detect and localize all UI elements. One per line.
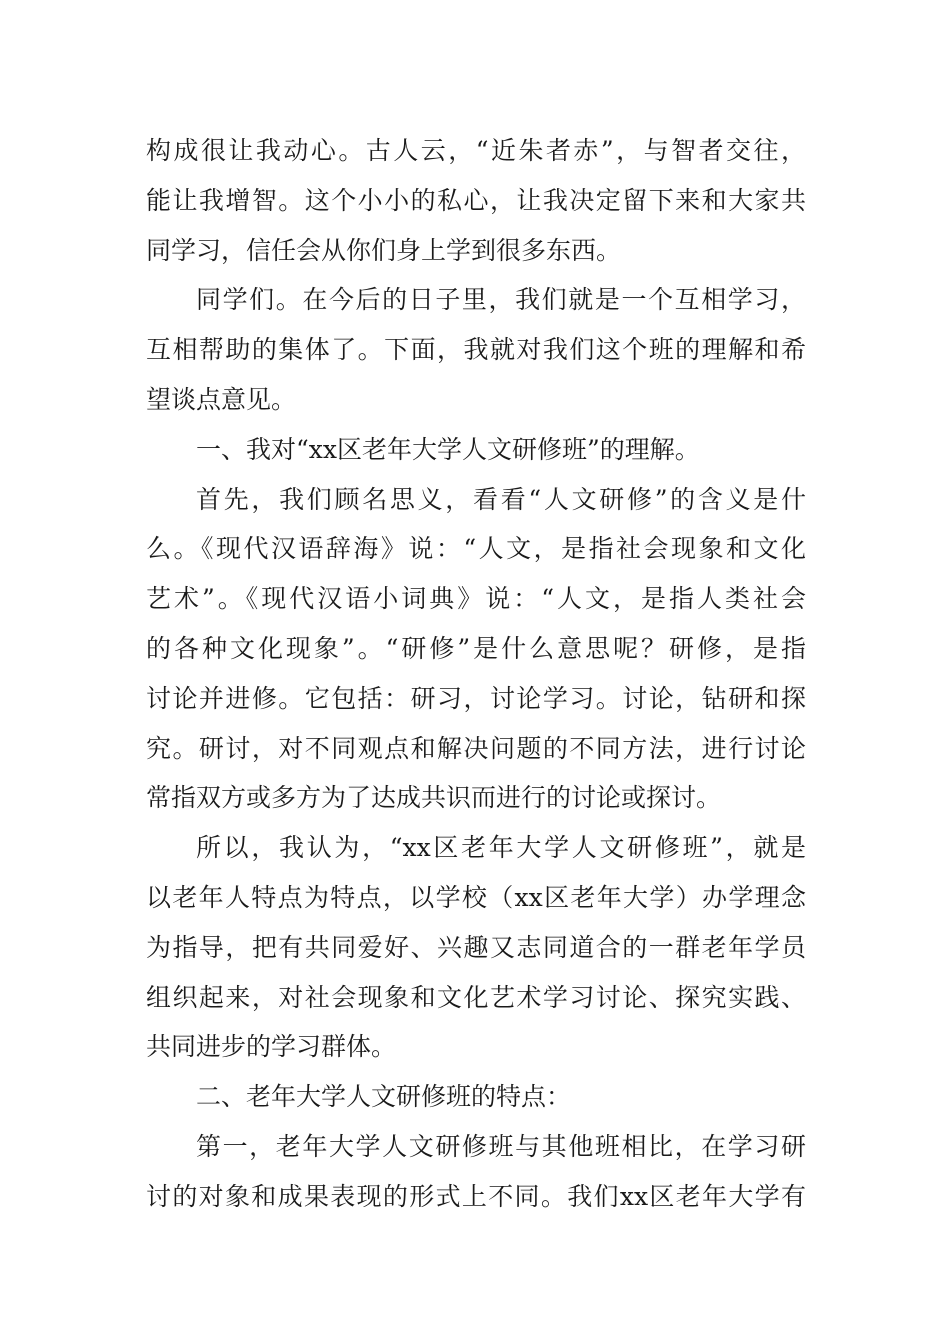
text-line: 构成很让我动心。古人云，“近朱者赤”，与智者交往， bbox=[146, 136, 806, 165]
section-heading: 一、我对“xx区老年大学人文研修班”的理解。 bbox=[196, 434, 700, 464]
text-line: 么。《现代汉语辞海》说：“人文，是指社会现象和文化 bbox=[146, 534, 806, 564]
body-text bbox=[146, 126, 806, 1222]
text-line: 同学们。在今后的日子里，我们就是一个互相学习， bbox=[196, 285, 806, 315]
text-line: 以老年人特点为特点，以学校（xx区老年大学）办学理念 bbox=[146, 882, 806, 912]
text-line: 望谈点意见。 bbox=[146, 384, 297, 414]
text-line: 互相帮助的集体了。下面，我就对我们这个班的理解和希 bbox=[146, 335, 806, 365]
text-line: 能让我增智。这个小小的私心，让我决定留下来和大家共 bbox=[146, 185, 806, 215]
text-line: 共同进步的学习群体。 bbox=[146, 1032, 397, 1062]
text-line: 常指双方或多方为了达成共识而进行的讨论或探讨。 bbox=[146, 783, 722, 813]
text-line: 第一，老年大学人文研修班与其他班相比，在学习研 bbox=[196, 1131, 806, 1161]
text-line: 同学习，信任会从你们身上学到很多东西。 bbox=[146, 235, 622, 265]
text-line: 讨的对象和成果表现的形式上不同。我们xx区老年大学有 bbox=[146, 1181, 806, 1211]
text-line: 所以，我认为，“xx区老年大学人文研修班”，就是 bbox=[196, 833, 806, 863]
section-heading: 二、老年大学人文研修班的特点： bbox=[196, 1082, 572, 1112]
text-line: 讨论并进修。它包括：研习，讨论学习。讨论，钻研和探 bbox=[146, 683, 806, 713]
text-line: 的各种文化现象”。“研修”是什么意思呢？研修，是指 bbox=[146, 633, 806, 663]
text-line: 组织起来，对社会现象和文化艺术学习讨论、探究实践、 bbox=[146, 982, 806, 1012]
text-line: 首先，我们顾名思义，看看“人文研修”的含义是什 bbox=[196, 484, 806, 514]
text-line: 艺术”。《现代汉语小词典》说：“人文，是指人类社会 bbox=[146, 584, 806, 614]
text-line: 为指导，把有共同爱好、兴趣又志同道合的一群老年学员 bbox=[146, 932, 806, 962]
text-line: 究。研讨，对不同观点和解决问题的不同方法，进行讨论 bbox=[146, 733, 806, 763]
